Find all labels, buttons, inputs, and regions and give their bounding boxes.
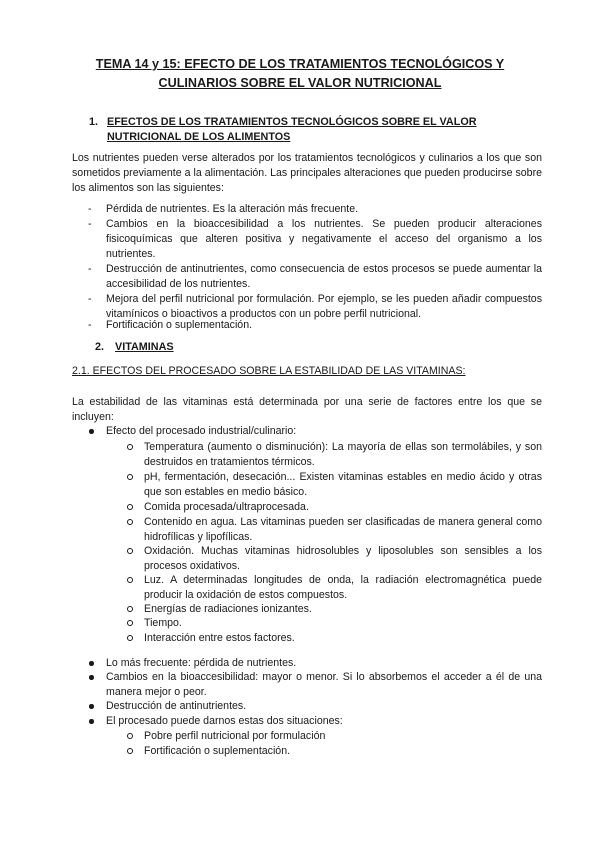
circle-bullet-icon bbox=[127, 577, 133, 583]
document-title bbox=[60, 55, 540, 93]
circle-bullet-icon bbox=[127, 548, 133, 554]
section-1-intro: Los nutrientes pueden verse alterados por los tratamientos tecnológicos y culinarios a los que son sometidos previamente a la alimentación. Las principales alteraciones que pueden producirse sobre los alimentos son las siguientes: bbox=[72, 152, 542, 194]
bullet-icon bbox=[89, 675, 94, 680]
bullet-icon bbox=[89, 704, 94, 709]
bullet-icon bbox=[89, 429, 94, 434]
section-1-number: 1. bbox=[89, 116, 99, 128]
section-2-title: VITAMINAS bbox=[115, 341, 174, 353]
section-1-title: EFECTOS DE LOS TRATAMIENTOS TECNOLÓGICOS SOBRE EL VALOR NUTRICIONAL DE LOS ALIMENTOS bbox=[107, 116, 477, 143]
title-line-1: TEMA 14 y 15: EFECTO DE LOS TRATAMIENTOS TECNOLÓGICOS Y bbox=[95, 57, 505, 71]
circle-bullet-icon bbox=[127, 504, 133, 510]
bullet-icon bbox=[89, 719, 94, 724]
circle-bullet-icon bbox=[127, 635, 133, 641]
section-2-intro: La estabilidad de las vitaminas está determinada por una serie de factores entre los que se incluyen: bbox=[72, 396, 542, 423]
circle-bullet-icon bbox=[127, 444, 133, 450]
circle-bullet-icon bbox=[127, 733, 133, 739]
circle-bullet-icon bbox=[127, 474, 133, 480]
section-2-number: 2. bbox=[95, 341, 105, 353]
circle-bullet-icon bbox=[127, 519, 133, 525]
subsection-2-1-heading: 2.1. EFECTOS DEL PROCESADO SOBRE LA ESTABILIDAD DE LAS VITAMINAS: bbox=[72, 365, 466, 377]
circle-bullet-icon bbox=[127, 620, 133, 626]
document-page: TEMA 14 y 15: EFECTO DE LOS TRATAMIENTOS TECNOLÓGICOS Y CULINARIOS SOBRE EL VALOR NUTRICIONAL 1. EFECTOS DE LOS TRATAMIENTOS TECNOLÓGICOS SOBRE EL VALOR NUTRICIONAL DE LOS ALIMENTOS Los nutrientes pueden verse alterados por los tratamientos tecnológicos y culinarios a los que son sometidos previamente a la alimentación. Las principales alteraciones que pueden producirse sobre los alimentos son las siguientes: - Pérdida de nutrientes. Es la alteración más frecuente. - Cambios en la bioaccesibilidad a los nutrientes. Se pueden producir alteraciones fisicoquímicas que alteren positiva y negativamente el acceso del organismo a los nutrientes. - Destrucción de antinutrientes, como consecuencia de estos procesos se puede aumentar la accesibilidad de los nutrientes. - Mejora del perfil nutricional por formulación. Por ejemplo, se les pueden añadir compuestos vitamínicos o bioactivos a productos con un pobre perfil nutricional. - Fortificación o suplementación. 2. VITAMINAS 2.1. EFECTOS DEL PROCESADO SOBRE LA ESTABILIDAD DE LAS VITAMINAS: La estabilidad de las vitaminas está determinada por una serie de factores entre los que se incluyen: Efecto del procesado industrial/culinario: Temperatura (aumento o disminución): La mayoría de ellas son termolábiles, y son destruidos en tratamientos térmicos. pH, fermentación, desecación... Existen vitaminas estables en medio ácido y otras que son estables en medio básico. Comida procesada/ultraprocesada. Contenido en agua. Las vitaminas pueden ser clasificadas de manera general como hidrofílicas y lipofílicas. Oxidación. Muchas vitaminas hidrosolubles y liposolubles son sensibles a los procesos oxidativos. Luz. A determinadas longitudes de onda, la radiación electromagnética puede producir la oxidación de estos compuestos. Energías de radiaciones ionizantes. Tiempo. Interacción entre estos factores. Lo más frecuente: pérdida de nutrientes. Cambios en la bioaccesibilidad: mayor o menor. Si lo absorbemos el acceder a él de una manera mejor o peor. Destrucción de antinutrientes. El procesado puede darnos estas dos situaciones: Pobre perfil nutricional por formulación Fortificación o suplementación. bbox=[0, 0, 600, 848]
bullet-icon bbox=[89, 661, 94, 666]
circle-bullet-icon bbox=[127, 606, 133, 612]
circle-bullet-icon bbox=[127, 748, 133, 754]
title-line-2: CULINARIOS SOBRE EL VALOR NUTRICIONAL bbox=[158, 76, 442, 90]
